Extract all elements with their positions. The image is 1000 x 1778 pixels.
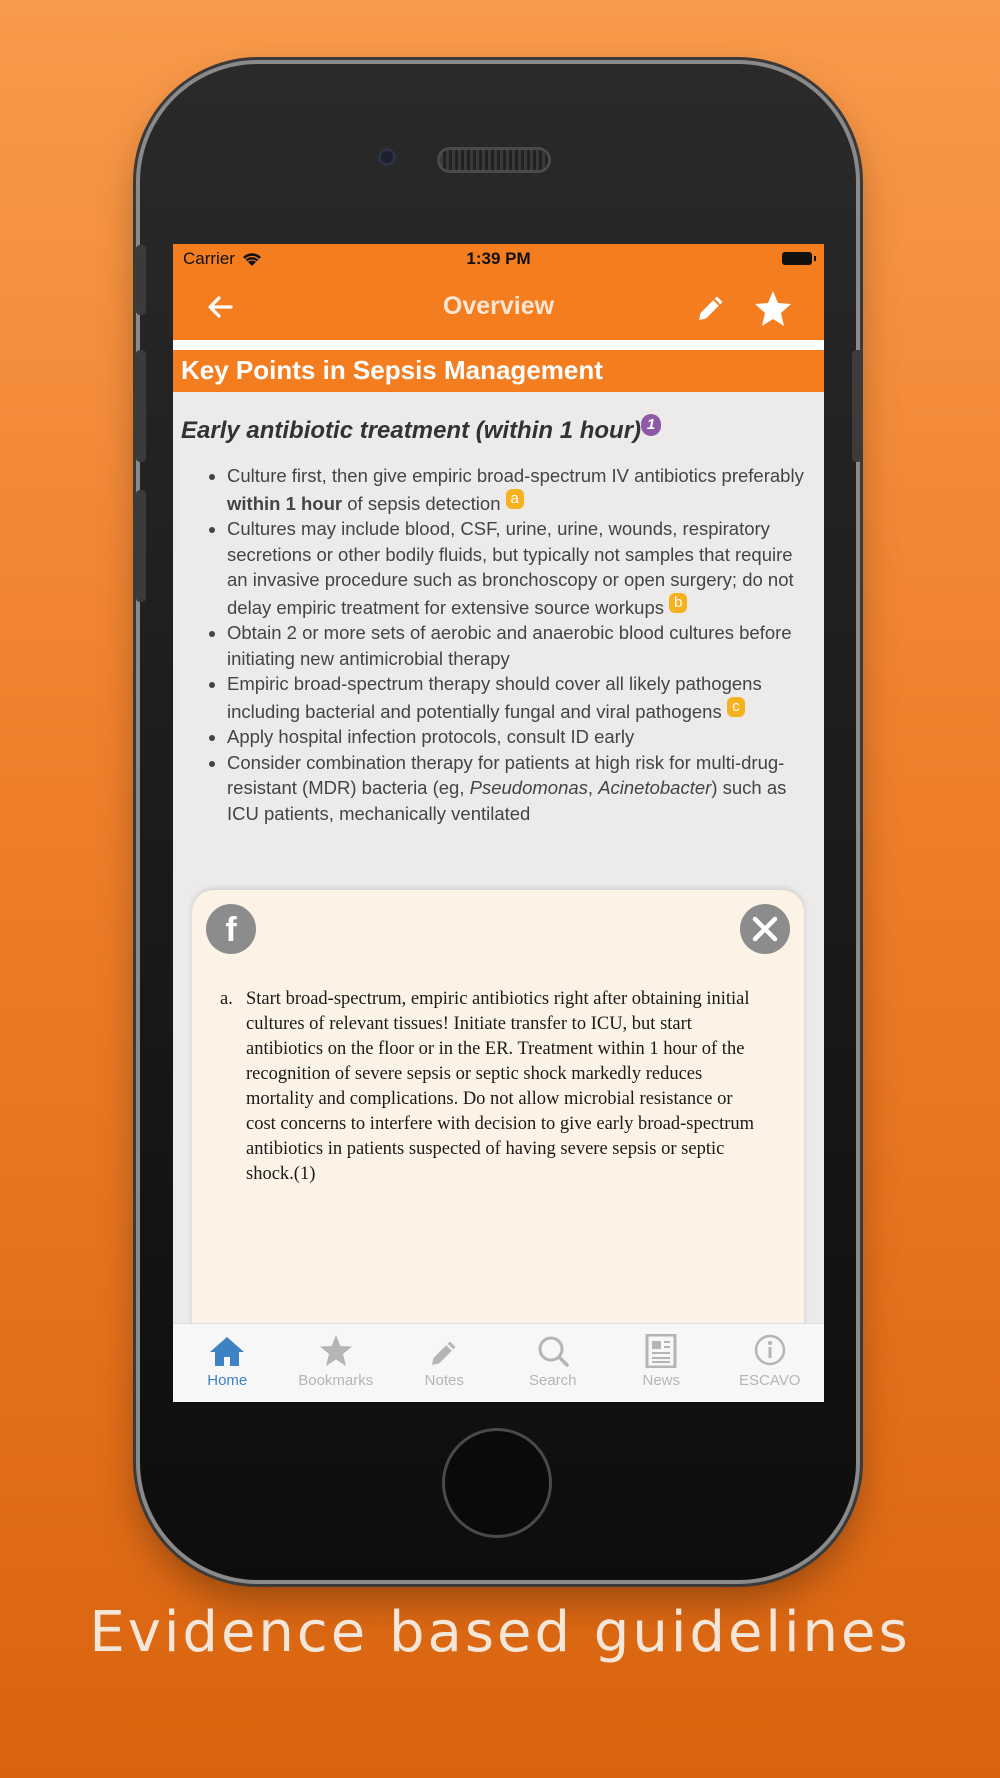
bullet-text-end: of sepsis detection: [342, 492, 501, 514]
newspaper-icon: [642, 1334, 680, 1368]
bullet-text: Empiric broad-spectrum therapy should cover all likely pathogens including bacterial and potentially fungal and viral pathogens: [227, 673, 762, 722]
info-icon: [751, 1334, 789, 1368]
bullet-text: Obtain 2 or more sets of aerobic and anaerobic blood cultures before initiating new antimicrobial therapy: [227, 622, 792, 669]
tab-label: Search: [528, 1372, 577, 1389]
bullet-text: Cultures may include blood, CSF, urine, urine, wounds, respiratory secretions or other bodily fluids, but typically not samples that require an invasive procedure such as bronchoscopy or open surgery; do not delay empiric treatment for extensive source workups: [227, 518, 794, 618]
list-item: [227, 724, 814, 750]
tab-news[interactable]: [607, 1324, 716, 1402]
power-button: [852, 350, 862, 462]
search-icon: [534, 1334, 572, 1368]
navigation-bar: [173, 274, 824, 340]
list-item: [227, 516, 814, 620]
close-icon: [740, 904, 790, 954]
list-item: [227, 620, 814, 671]
close-popup-button[interactable]: [740, 904, 790, 954]
pencil-icon: [425, 1334, 463, 1368]
app-screen: [173, 244, 824, 1402]
tab-label: News: [642, 1372, 680, 1389]
tab-search[interactable]: [499, 1324, 608, 1402]
article-content: [173, 414, 824, 826]
bullet-italic-text: Pseudomonas: [469, 777, 588, 799]
carrier-label: Carrier: [183, 249, 235, 268]
star-icon: [317, 1334, 355, 1368]
footnote-text-block: [220, 987, 760, 1187]
footnote-text: Start broad-spectrum, empiric antibiotics right after obtaining initial cultures of relevant tissues! Initiate transfer to ICU, but start antibiotics on the floor or in the ER. Treatment within 1 hour of the recognition of severe sepsis or septic shock markedly reduces mortality and complications. Do not allow microbial resistance or cost concerns to interfere with decision to give early broad-spectrum antibiotics in patients suspected of having severe sepsis or septic shock.(1): [246, 989, 755, 1184]
battery-icon: [782, 252, 812, 265]
status-bar: [173, 244, 824, 274]
star-icon: [753, 288, 793, 328]
list-item: [227, 750, 814, 827]
home-button[interactable]: [442, 1428, 552, 1538]
tab-notes[interactable]: [390, 1324, 499, 1402]
bullet-text: Consider combination therapy for patients at high risk for multi-drug-resistant (MDR) bacteria (eg,: [227, 751, 785, 799]
volume-up-button: [136, 350, 146, 462]
tab-label: Bookmarks: [298, 1372, 374, 1389]
bullet-text: Culture first, then give empiric broad-spectrum IV antibiotics preferably: [227, 465, 804, 486]
page-title: Overview: [442, 292, 555, 320]
footnote-label: a.: [220, 989, 233, 1009]
edit-note-button[interactable]: [693, 290, 729, 326]
bullet-text-end: ) such as ICU patients, mechanically ventilated: [227, 777, 787, 824]
heading-text: Early antibiotic treatment (within 1 hour): [181, 417, 642, 444]
bullet-text-mid: ,: [587, 777, 599, 799]
header-divider: [173, 340, 824, 350]
volume-down-button: [136, 490, 146, 602]
list-item: [227, 671, 814, 724]
tab-bar: [173, 1323, 824, 1402]
earpiece-speaker: [440, 150, 548, 170]
list-item: [227, 463, 814, 516]
bullet-text: Apply hospital infection protocols, consult ID early: [227, 726, 635, 748]
reference-badge[interactable]: 1: [641, 414, 661, 436]
home-icon: [208, 1334, 246, 1368]
tab-label: Home: [207, 1372, 248, 1389]
section-header: Key Points in Sepsis Management: [173, 350, 824, 392]
bookmark-button[interactable]: [753, 288, 793, 328]
article-heading: [181, 414, 814, 445]
pencil-icon: [693, 290, 729, 326]
mute-switch: [136, 245, 146, 315]
tab-escavo[interactable]: [716, 1324, 825, 1402]
facebook-icon: f: [225, 911, 237, 949]
bullet-italic-text: Acinetobacter: [598, 777, 712, 799]
clock: 1:39 PM: [466, 249, 531, 268]
footnote-badge[interactable]: b: [669, 593, 687, 613]
tab-label: ESCAVO: [739, 1372, 801, 1389]
footnote-badge[interactable]: c: [727, 697, 745, 717]
footnote-badge[interactable]: a: [506, 489, 524, 509]
tab-home[interactable]: [173, 1324, 282, 1402]
marketing-caption: Evidence based guidelines: [89, 1600, 911, 1665]
tab-bookmarks[interactable]: [282, 1324, 391, 1402]
facebook-share-button[interactable]: [206, 904, 256, 954]
tab-label: Notes: [424, 1372, 464, 1389]
bullet-bold-text: within 1 hour: [227, 492, 343, 514]
front-camera: [378, 148, 396, 166]
key-points-list: [181, 463, 814, 826]
